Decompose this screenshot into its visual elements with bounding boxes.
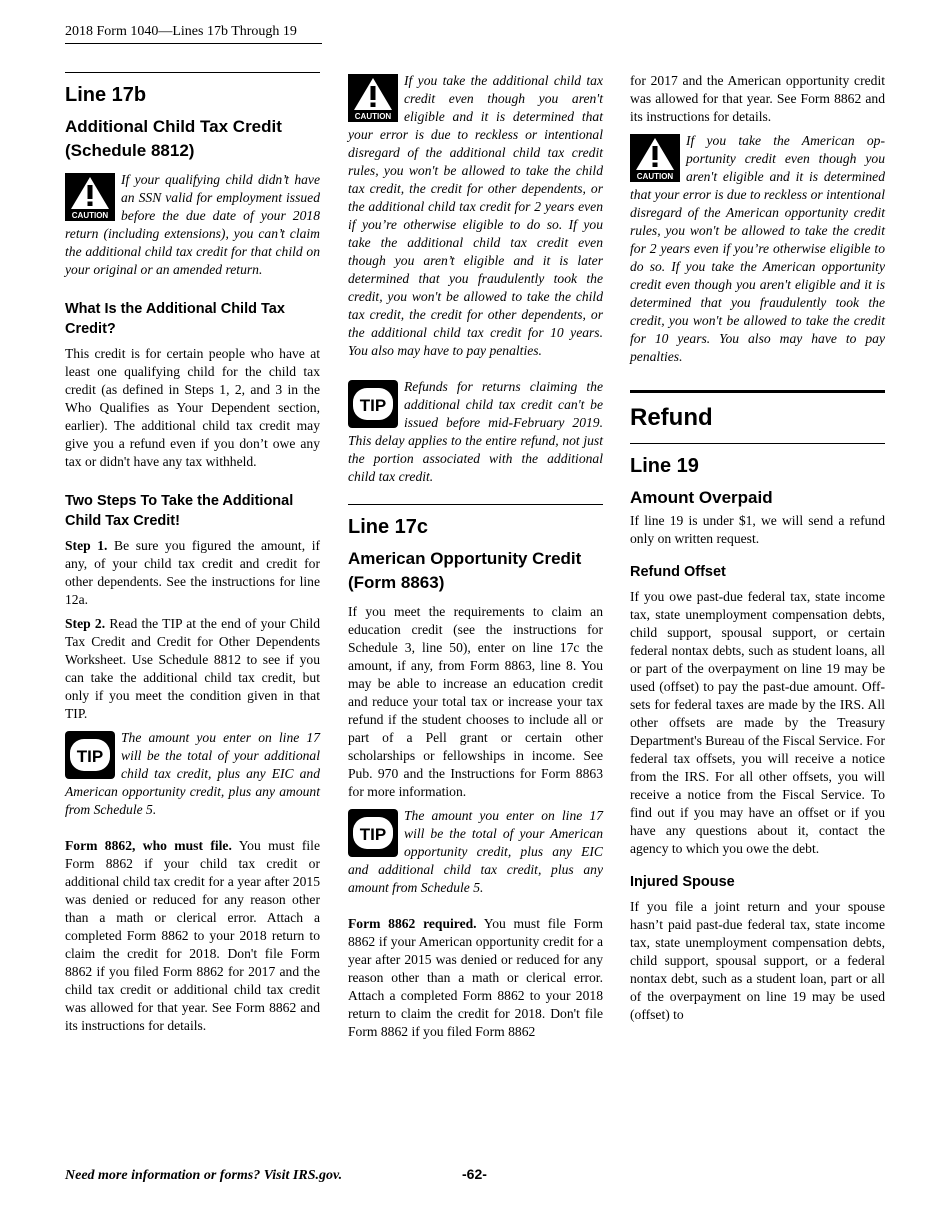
column-3 [630,72,885,1030]
tip-label: TIP [359,825,387,844]
tip-label: TIP [76,747,104,766]
form-8862-text: You must file Form 8862 if your child tax credit or additional child tax credit for a year after 2015 was denied or reduced for any reason other than a math or clerical error. Attach a completed Form 8862 to your 2018 return to claim the credit for 2018. Don't file Form 8862 if you filed Form 8862 for 2017 and the child tax credit or additional child tax credit was allowed for that year. See Form 8862 and its instructions for details. [65,838,320,1033]
section-title: Amount Overpaid [630,488,773,507]
step-1-label: Step 1. [65,538,108,553]
caution-label: CAUTION [354,112,392,121]
footer-note: Need more information or forms? Visit IRS.gov. [65,1168,343,1183]
caution-icon [348,74,398,122]
form-8862-label: Form 8862, who must file. [65,838,232,853]
line-19-heading: Line 19 [630,455,699,477]
divider [348,504,603,505]
tip-text: The amount you enter on line 17 will be the total of your additional child tax credit, plus any EIC and American opportunity credit, plus any amount from Schedule 5. [65,730,320,817]
caution-label: CAUTION [71,211,109,220]
amount-overpaid-text: If line 19 is under $1, we will send a refund only on written request. [630,513,885,546]
step-1-text: Be sure you figured the amount, if any, of your child tax credit and credit for other dependents. See the instructions for line 12a. [65,538,320,607]
column-2 [348,72,603,1047]
two-steps-heading: Two Steps To Take the Additional Child Tax Credit! [65,493,294,529]
tip-label: TIP [359,396,387,415]
caution-icon [65,173,115,221]
caution-note [348,72,603,360]
what-is-heading: What Is the Additional Child Tax Credit? [65,301,285,337]
form-8862-label: Form 8862 required. [348,916,477,931]
tip-icon [65,731,115,779]
caution-text: If your qualifying child didn’t have an SSN valid for employment issued before the due date of your 2018 return (including extensions), you can’t claim the additional child tax credit for that child on your original or an amended return. [65,172,320,277]
form-8862-paragraph [65,837,320,1035]
caution-label: CAUTION [636,172,674,181]
page-header: 2018 Form 1040—Lines 17b Through 19 [65,24,322,44]
tip-text: The amount you enter on line 17 will be the total of your American opportunity credit, plus any EIC and additional child tax credit, plus any amount from Schedule 5. [348,808,603,895]
divider [630,443,885,444]
caution-note [65,171,320,279]
caution-text: If you take the American opportunity credit even though you aren't eligible and it is determined that your error is due to reckless or intentional disregard of the American opportunity credit rules, you won't be allowed to take the credit for 2 years even if you’re otherwise eligible to do so. If you take the American opportunity credit even though you aren't eligible and it is determined that you fraudulently took the credit, you won't be allowed to take the credit for 10 years. You also may have to pay penalties. [630,133,885,364]
section-title: Additional Child Tax Credit (Schedule 8812) [65,117,282,160]
divider [65,72,320,73]
divider [630,390,885,393]
caution-note [630,132,885,366]
step-2-text: Read the TIP at the end of your Child Tax Credit and Credit for Other Dependents Worksheet. Use Schedule 8812 to see if you can take the additional child tax credit, but only if you meet the condition given in that TIP. [65,616,320,721]
tip-text: Refunds for returns claiming the additional child tax credit can't be issued before mid-February 2019. This delay applies to the entire refund, not just the portion associated with the additional child tax credit. [348,379,603,484]
tip-note [65,729,320,819]
column-1 [65,72,320,1041]
form-8862-paragraph [348,915,603,1041]
refund-heading: Refund [630,404,713,431]
continued-text: for 2017 and the American opportunity credit was allowed for that year. See Form 8862 and its instructions for details. [630,73,885,124]
what-is-text: This credit is for certain people who have at least one qualifying child for the child tax credit (as defined in Steps 1, 2, and 3 in the Who Qualifies as Your Dependent section, earlier). The additional child tax credit may give you a refund even if you don’t owe any tax or didn't have any tax withheld. [65,346,320,469]
tip-icon [348,809,398,857]
caution-text: If you take the additional child tax credit even though you aren't eligible and it is determined that your error is due to reckless or intentional disregard of the additional child tax credit rules, you won't be allowed to take the child tax credit, the credit for other dependents, or the additional child tax credit for 2 years even if you’re otherwise eligible to do so. If you take the additional child tax credit even though you aren’t eligible and it is later determined that you fraudulently took the credit, you won't be allowed to take the child tax credit, the credit for other dependents, or the additional child tax credit for 10 years. You also may have to pay penalties. [348,73,603,358]
caution-icon [630,134,680,182]
step-2 [65,615,320,723]
injured-spouse-text: If you file a joint return and your spouse hasn’t paid past-due federal tax, state income tax, state unemployment compensation debts, child support, spousal support, or a federal nontax debt, such as a student loan, part or all of the overpayment on line 19 may be used (offset) to [630,899,885,1022]
line-17b-heading: Line 17b [65,84,147,106]
tip-note [348,378,603,486]
line-17c-heading: Line 17c [348,516,429,538]
refund-offset-text: If you owe past-due federal tax, state income tax, state unemployment compensation debts, child support, spousal support, or certain federal nontax debts, such as student loans, all or part of the overpayment on line 19 may be used (offset) to pay the past-due amount. Offsets for federal taxes are made by the IRS. All other offsets are made by the Treasury Department's Bureau of the Fiscal Service. For federal tax offsets, you will receive a notice from the IRS. For all other offsets, you will receive a notice from the Fiscal Service. To find out if you may have an offset or if you have any questions about it, contact the agency to which you owe the debt. [630,589,885,856]
refund-offset-heading: Refund Offset [630,564,726,580]
line-17c-text: If you meet the requirements to claim an education credit (see the instructions for Schedule 3, line 50), enter on line 17c the amount, if any, from Form 8863, line 8. You may be able to increase an education credit and reduce your total tax or increase your tax refund if the student chooses to include all or part of a Pell grant or certain other scholarships or fellowships in income. See Pub. 970 and the Instructions for Form 8863 for more information. [348,604,603,799]
page-number: -62- [462,1166,487,1182]
tip-note [348,807,603,897]
section-title: American Opportunity Credit (Form 8863) [348,549,582,592]
form-8862-text: You must file Form 8862 if your American opportunity credit for a year after 2015 was denied or reduced for any reason other than a math or clerical error. Attach a completed Form 8862 to your 2018 return to claim the credit for 2018. Don't file Form 8862 if you filed Form 8862 [348,916,603,1039]
step-2-label: Step 2. [65,616,106,631]
tip-icon [348,380,398,428]
step-1 [65,537,320,609]
injured-spouse-heading: Injured Spouse [630,874,735,890]
